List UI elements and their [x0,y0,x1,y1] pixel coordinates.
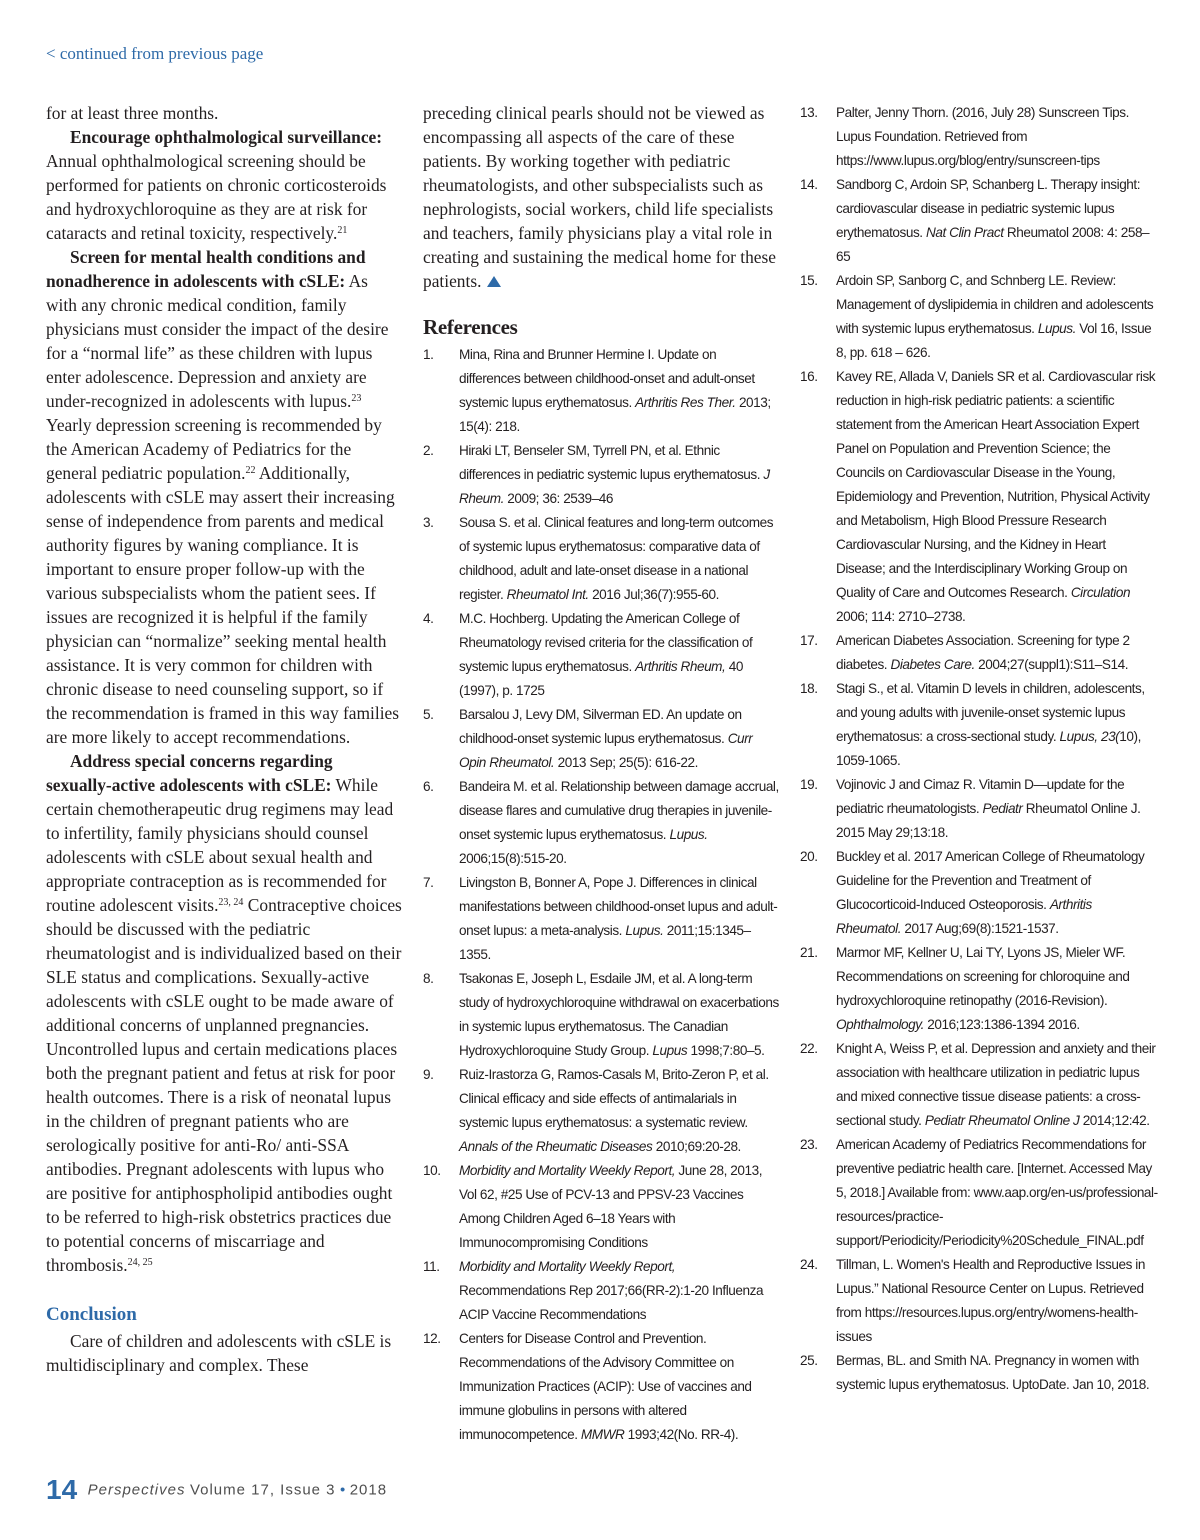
reference-item [800,1133,1158,1253]
citation: 21 [337,225,348,236]
reference-text [459,607,779,703]
reference-text [836,629,1158,677]
paragraph-conclusion-continued [423,101,779,293]
reference-details: Rheumatol 2008: 4: 258–65 [836,225,1150,264]
reference-item [423,1327,779,1447]
reference-journal: Ophthalmology. [836,1017,924,1032]
reference-item [423,511,779,607]
reference-journal: Lupus. [669,827,708,842]
reference-item [800,845,1158,941]
reference-item [800,773,1158,845]
reference-citation: Tillman, L. Women's Health and Reproductive Issues in Lupus.” National Resource Center on Lupus. Retrieved from https://resources.lupus.org/entry/womens-health-issues [836,1257,1145,1344]
paragraph-conclusion: Care of children and adolescents with cSLE is multidisciplinary and complex. These [46,1331,392,1375]
reference-number: 10. [423,1163,441,1178]
reference-item [423,871,779,967]
subheading: Screen for mental health conditions and nonadherence in adolescents with cSLE: [46,247,366,291]
reference-text [459,1063,779,1159]
reference-number: 9. [423,1067,434,1082]
reference-item [800,1349,1158,1397]
citation: 23, 24 [218,897,244,908]
reference-journal: Pediatr Rheumatol Online J [924,1113,1080,1128]
reference-item [423,343,779,439]
reference-item [423,439,779,511]
triangle-end-mark-icon [487,276,501,287]
reference-number: 1. [423,347,434,362]
reference-item [800,101,1158,173]
reference-item [800,677,1158,773]
reference-text [459,1255,779,1327]
reference-details: 1998;7:80–5. [687,1043,765,1058]
reference-details: 2014;12:42. [1079,1113,1150,1128]
reference-citation: American Diabetes Association. Screening for type 2 diabetes. [836,633,1130,672]
reference-details: 2006; 114: 2710–2738. [836,609,966,624]
reference-number: 17. [800,633,818,648]
reference-details: June 28, 2013, Vol 62, #25 Use of PCV-13 and PPSV-23 Vaccines Among Children Aged 6–18 Years with Immunocompromising Conditions [459,1163,763,1250]
paragraph-text: preceding clinical pearls should not be viewed as encompassing all aspects of the care of these patients. By working together with pediatric rheumatologists, and other subspecialists such as nephrologists, social workers, child life specialists and teachers, family physicians play a vital role in creating and sustaining the medical home for these patients. [423,103,777,291]
reference-citation: Bandeira M. et al. Relationship between damage accrual, disease flares and cumulative drug therapies in juvenile-onset systemic lupus erythematosus. [459,779,779,842]
reference-details: 2011;15:1345–1355. [459,923,751,962]
conclusion-heading: Conclusion [46,1304,137,1325]
reference-item [800,365,1158,629]
reference-details: 2013; 15(4): 218. [459,395,771,434]
reference-text [836,773,1158,845]
reference-item [800,1253,1158,1349]
reference-text [836,1133,1158,1253]
reference-text [836,845,1158,941]
reference-item [800,941,1158,1037]
reference-number: 20. [800,849,818,864]
reference-citation: Kavey RE, Allada V, Daniels SR et al. Cardiovascular risk reduction in high-risk pediatric patients: a scientific statement from the American Heart Association Expert Panel on Population and Prevention Science; the Councils on Cardiovascular Disease in the Young, Epidemiology and Prevention, Nutrition, Physical Activity and Metabolism, High Blood Pressure Research Cardiovascular Nursing, and the Kidney in Heart Disease; and the Interdisciplinary Working Group on Quality of Care and Outcomes Research. [836,369,1156,600]
issue-info: Volume 17, Issue 3 [189,1481,336,1499]
paragraph-mental-health [46,245,402,749]
reference-details: Rheumatol Online J. 2015 May 29;13:18. [836,801,1141,840]
reference-text [459,1159,779,1255]
reference-text [836,941,1158,1037]
reference-citation: Palter, Jenny Thorn. (2016, July 28) Sunscreen Tips. Lupus Foundation. Retrieved from https://www.lupus.org/blog/entry/sunscreen-tips [836,105,1129,168]
paragraph-text: Yearly depression screening is recommended by the American Academy of Pediatrics for the general pediatric population. [46,415,382,483]
reference-citation: Sandborg C, Ardoin SP, Schanberg L. Therapy insight: cardiovascular disease in pediatric systemic lupus erythematosus. [836,177,1141,240]
reference-item [800,1037,1158,1133]
reference-journal: MMWR [580,1427,625,1442]
reference-text [836,1253,1158,1349]
publication-name: Perspectives [87,1481,186,1499]
reference-journal: Lupus, 23( [1059,729,1120,744]
reference-citation: Barsalou J, Levy DM, Silverman ED. An update on childhood-onset systemic lupus erythematosus. [459,707,742,746]
reference-number: 14. [800,177,818,192]
reference-details: 2013 Sep; 25(5): 616-22. [554,755,698,770]
subheading: Address special concerns regarding sexually-active adolescents with cSLE: [46,751,333,795]
reference-item [423,607,779,703]
paragraph: for at least three months. [46,103,219,123]
reference-item [423,967,779,1063]
reference-journal: Circulation [1070,585,1131,600]
reference-item [423,1063,779,1159]
reference-details: 2004;27(suppl1):S11–S14. [974,657,1129,672]
reference-number: 4. [423,611,434,626]
reference-item [423,1255,779,1327]
reference-journal: Morbidity and Mortality Weekly Report, [459,1259,676,1274]
reference-item [800,629,1158,677]
reference-citation: Centers for Disease Control and Prevention. Recommendations of the Advisory Committee on Immunization Practices (ACIP): Use of vaccines and immune globulins in persons with altered immunocompetence. [459,1331,752,1442]
reference-citation: Hiraki LT, Benseler SM, Tyrrell PN, et al. Ethnic differences in pediatric systemic lupus erythematosus. [459,443,764,482]
citation: 22 [245,465,256,476]
reference-number: 24. [800,1257,818,1272]
citation: 24, 25 [127,1257,153,1268]
references-heading: References [423,315,518,339]
reference-text [836,365,1158,629]
reference-journal: Diabetes Care. [890,657,975,672]
reference-text [459,967,779,1063]
reference-journal: Curr Opin Rheumatol. [459,731,753,770]
reference-text [459,871,779,967]
reference-item [800,269,1158,365]
references-list-continued [800,101,1158,1397]
reference-number: 13. [800,105,818,120]
continued-from-previous-page-link[interactable]: < continued from previous page [46,44,264,63]
reference-citation: Tsakonas E, Joseph L, Esdaile JM, et al. A long-term study of hydroxychloroquine withdrawal on exacerbations in systemic lupus erythematosus. The Canadian Hydroxychloroquine Study Group. [459,971,779,1058]
paragraph-text: Contraceptive choices should be discussed with the pediatric rheumatologist and is individualized based on their SLE status and complications. Sexually-active adolescents with cSLE ought to be made aware of additional concerns of unplanned pregnancies. Uncontrolled lupus and certain medications places both the pregnant patient and fetus at risk for poor health outcomes. There is a risk of neonatal lupus in the children of pregnant patients who are serologically positive for anti-Ro/ anti-SSA antibodies. Pregnant adolescents with lupus who are positive for antiphospholipid antibodies ought to be referred to high-risk obstetrics practices due to potential concerns of miscarriage and thrombosis. [46,895,402,1275]
reference-text [836,269,1158,365]
reference-text [459,1327,779,1447]
reference-number: 19. [800,777,818,792]
reference-details: 2010;69:20-28. [652,1139,741,1154]
paragraph-sexual-health [46,749,402,1277]
footer-bullet: • [339,1481,346,1499]
reference-details: 2017 Aug;69(8):1521-1537. [901,921,1059,936]
reference-journal: Nat Clin Pract [925,225,1004,240]
reference-item [423,775,779,871]
reference-journal: Morbidity and Mortality Weekly Report, [459,1163,676,1178]
reference-number: 18. [800,681,818,696]
reference-text [836,173,1158,269]
reference-number: 12. [423,1331,441,1346]
reference-text [836,677,1158,773]
reference-journal: Lupus. [625,923,664,938]
reference-details: 1993;42(No. RR-4). [624,1427,739,1442]
paragraph-text: While certain chemotherapeutic drug regimens may lead to infertility, family physicians should counsel adolescents with cSLE about sexual health and appropriate contraception as is recommended for routine adolescent visits. [46,775,394,915]
reference-citation: M.C. Hochberg. Updating the American College of Rheumatology revised criteria for the classification of systemic lupus erythematosus. [459,611,753,674]
reference-number: 7. [423,875,434,890]
article-column-1 [46,101,402,1377]
reference-text [836,101,1158,173]
reference-citation: Ruiz-Irastorza G, Ramos-Casals M, Brito-Zeron P, et al. Clinical efficacy and side effects of antimalarials in systemic lupus erythematosus: a systematic review. [459,1067,769,1130]
reference-number: 23. [800,1137,818,1152]
reference-journal: Rheumatol Int. [506,587,589,602]
reference-text [459,703,779,775]
reference-journal: Lupus [652,1043,688,1058]
paragraph-ophthalmology [46,125,402,245]
reference-number: 22. [800,1041,818,1056]
reference-citation: Stagi S., et al. Vitamin D levels in children, adolescents, and young adults with juvenile-onset systemic lupus erythematosus: a cross-sectional study. [836,681,1145,744]
reference-text [459,439,779,511]
publication-year: 2018 [349,1481,388,1499]
reference-number: 15. [800,273,818,288]
reference-citation: Bermas, BL. and Smith NA. Pregnancy in women with systemic lupus erythematosus. UptoDate. Jan 10, 2018. [836,1353,1150,1392]
reference-item [423,703,779,775]
reference-number: 5. [423,707,434,722]
reference-citation: Vojinovic J and Cimaz R. Vitamin D—update for the pediatric rheumatologists. [836,777,1125,816]
reference-journal: Lupus. [1037,321,1076,336]
reference-details: 2016;123:1386-1394 2016. [923,1017,1080,1032]
paragraph-text: As with any chronic medical condition, family physicians must consider the impact of the desire for a “normal life” as these children with lupus enter adolescence. Depression and anxiety are under-recognized in adolescents with lupus. [46,271,389,411]
reference-text [459,511,779,607]
reference-number: 21. [800,945,818,960]
reference-details: Recommendations Rep 2017;66(RR-2):1-20 Influenza ACIP Vaccine Recommendations [459,1283,764,1322]
reference-number: 6. [423,779,434,794]
article-column-2 [423,101,779,1447]
reference-details: 40 (1997), p. 1725 [459,659,743,698]
reference-text [836,1037,1158,1133]
reference-journal: Annals of the Rheumatic Diseases [459,1139,653,1154]
reference-citation: Mina, Rina and Brunner Hermine I. Update on differences between childhood-onset and adult-onset systemic lupus erythematosus. [459,347,755,410]
reference-item [800,173,1158,269]
reference-item [423,1159,779,1255]
reference-citation: Sousa S. et al. Clinical features and long-term outcomes of systemic lupus erythematosus: comparative data of childhood, adult and late-onset disease in a national register. [459,515,774,602]
reference-number: 2. [423,443,434,458]
reference-number: 11. [423,1259,440,1274]
reference-number: 3. [423,515,434,530]
reference-journal: Arthritis Rheumatol. [836,897,1092,936]
reference-journal: Arthritis Res Ther. [635,395,736,410]
reference-text [836,1349,1158,1397]
reference-number: 8. [423,971,434,986]
subheading: Encourage ophthalmological surveillance: [70,127,383,147]
reference-journal: J Rheum. [459,467,770,506]
reference-citation: Marmor MF, Kellner U, Lai TY, Lyons JS, Mieler WF. Recommendations on screening for chloroquine and hydroxychloroquine retinopathy (2016-Revision). [836,945,1130,1008]
reference-details: 2009; 36: 2539–46 [503,491,613,506]
paragraph-text: Annual ophthalmological screening should be performed for patients on chronic corticosteroids and hydroxychloroquine as they are at risk for cataracts and retinal toxicity, respectively. [46,151,387,243]
reference-details: 2016 Jul;36(7):955-60. [588,587,719,602]
reference-journal: Pediatr [982,801,1023,816]
reference-details: 2006;15(8):515-20. [459,851,567,866]
references-list [423,343,779,1447]
reference-journal: Arthritis Rheum, [635,659,726,674]
reference-text [459,775,779,871]
reference-number: 25. [800,1353,818,1368]
page-number: 14 [46,1474,78,1505]
reference-citation: Livingston B, Bonner A, Pope J. Differences in clinical manifestations between childhood-onset lupus and adult-onset lupus: a meta-analysis. [459,875,778,938]
reference-citation: Buckley et al. 2017 American College of Rheumatology Guideline for the Prevention and Treatment of Glucocorticoid-Induced Osteoporosis. [836,849,1145,912]
reference-citation: American Academy of Pediatrics Recommendations for preventive pediatric health care. [Internet. Accessed May 5, 2018.] Available from: www.aap.org/en-us/professional-resources/practice-support/Periodicity/Periodicity%20Schedule_FINAL.pdf [836,1137,1158,1248]
reference-number: 16. [800,369,818,384]
paragraph-text: Additionally, adolescents with cSLE may assert their increasing sense of independence from parents and medical authority figures by waning compliance. It is important to ensure proper follow-up with the various subspecialists whom the patient sees. If issues are recognized it is helpful if the family physician can “normalize” seeking mental health assistance. It is very common for children with chronic disease to need counseling support, so if the recommendation is framed in this way families are more likely to accept recommendations. [46,463,400,747]
reference-details: Vol 16, Issue 8, pp. 618 – 626. [836,321,1152,360]
page-footer [46,1474,387,1506]
reference-text [459,343,779,439]
article-column-3 [800,101,1158,1397]
reference-citation: Knight A, Weiss P, et al. Depression and anxiety and their association with healthcare utilization in pediatric lupus and mixed connective tissue disease patients: a cross-sectional study. [836,1041,1156,1128]
citation: 23 [351,393,362,404]
reference-details: 10), 1059-1065. [836,729,1141,768]
reference-citation: Ardoin SP, Sanborg C, and Schnberg LE. Review: Management of dyslipidemia in children and adolescents with systemic lupus erythematosus. [836,273,1154,336]
